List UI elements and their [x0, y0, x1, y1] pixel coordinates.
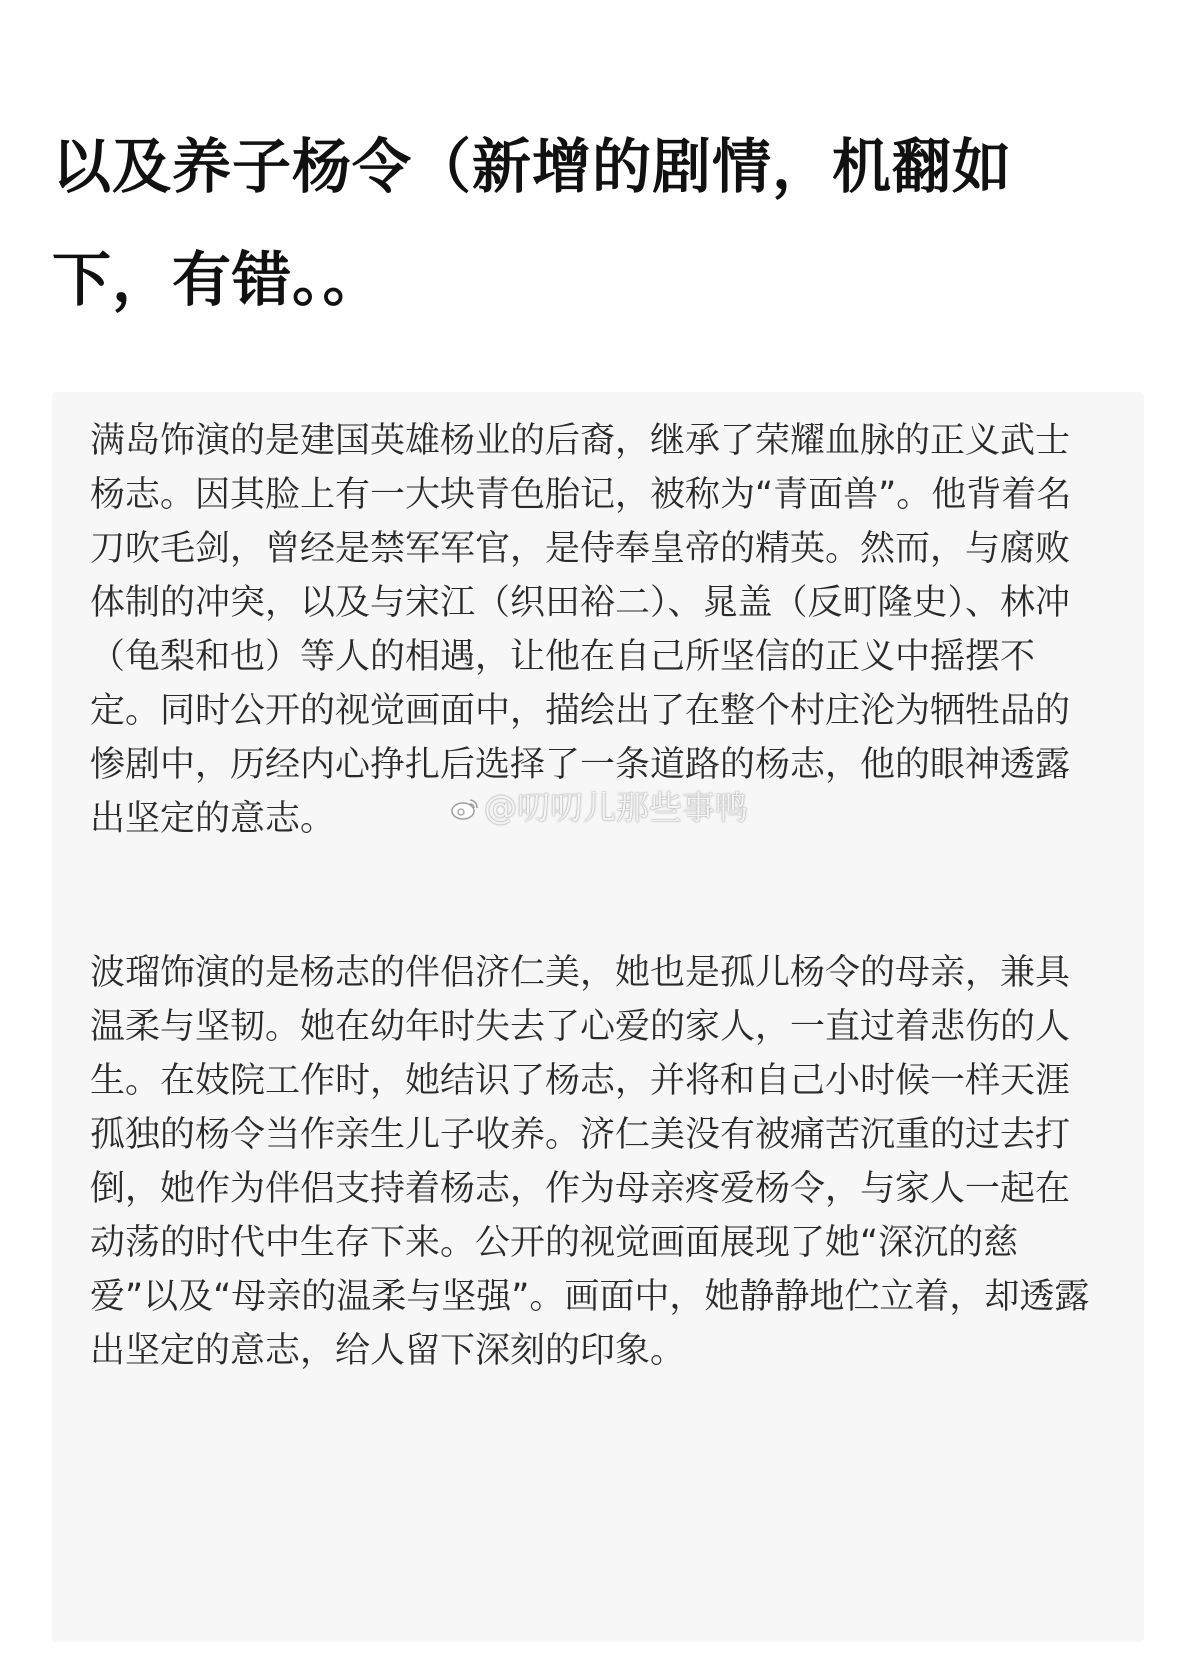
- watermark-text: @叨叨儿那些事鸭: [484, 788, 748, 827]
- post-title: 以及养子杨令（新增的剧情，机翻如下，有错。。: [52, 132, 1013, 314]
- paragraph-ji-renmei: 波瑠饰演的是杨志的伴侣济仁美，她也是孤儿杨令的母亲，兼具温柔与坚韧。她在幼年时失去了心爱的家人，一直过着悲伤的人生。在妓院工作时，她结识了杨志，并将和自己小时候一样天涯孤独的杨令当作亲生儿子收养。济仁美没有被痛苦沉重的过去打倒，她作为伴侣支持着杨志，作为母亲疼爱杨令，与家人一起在动荡的时代中生存下来。公开的视觉画面展现了她“深沉的慈爱”以及“母亲的温柔与坚强”。画面中，她静静地伫立着，却透露出坚定的意志，给人留下深刻的印象。: [90, 953, 1090, 1371]
- paragraph-yang-zhi: 满岛饰演的是建国英雄杨业的后裔，继承了荣耀血脉的正义武士杨志。因其脸上有一大块青色胎记，被称为“青面兽”。他背着名刀吹毛剑，曾经是禁军军官，是侍奉皇帝的精英。然而，与腐败体制的冲突，以及与宋江（织田裕二）、晁盖（反町隆史）、林冲（龟梨和也）等人的相遇，让他在自己所坚信的正义中摇摆不定。同时公开的视觉画面中，描绘出了在整个村庄沦为牺牲品的惨剧中，历经内心挣扎后选择了一条道路的杨志，他的眼神透露出坚定的意志。: [90, 421, 1072, 839]
